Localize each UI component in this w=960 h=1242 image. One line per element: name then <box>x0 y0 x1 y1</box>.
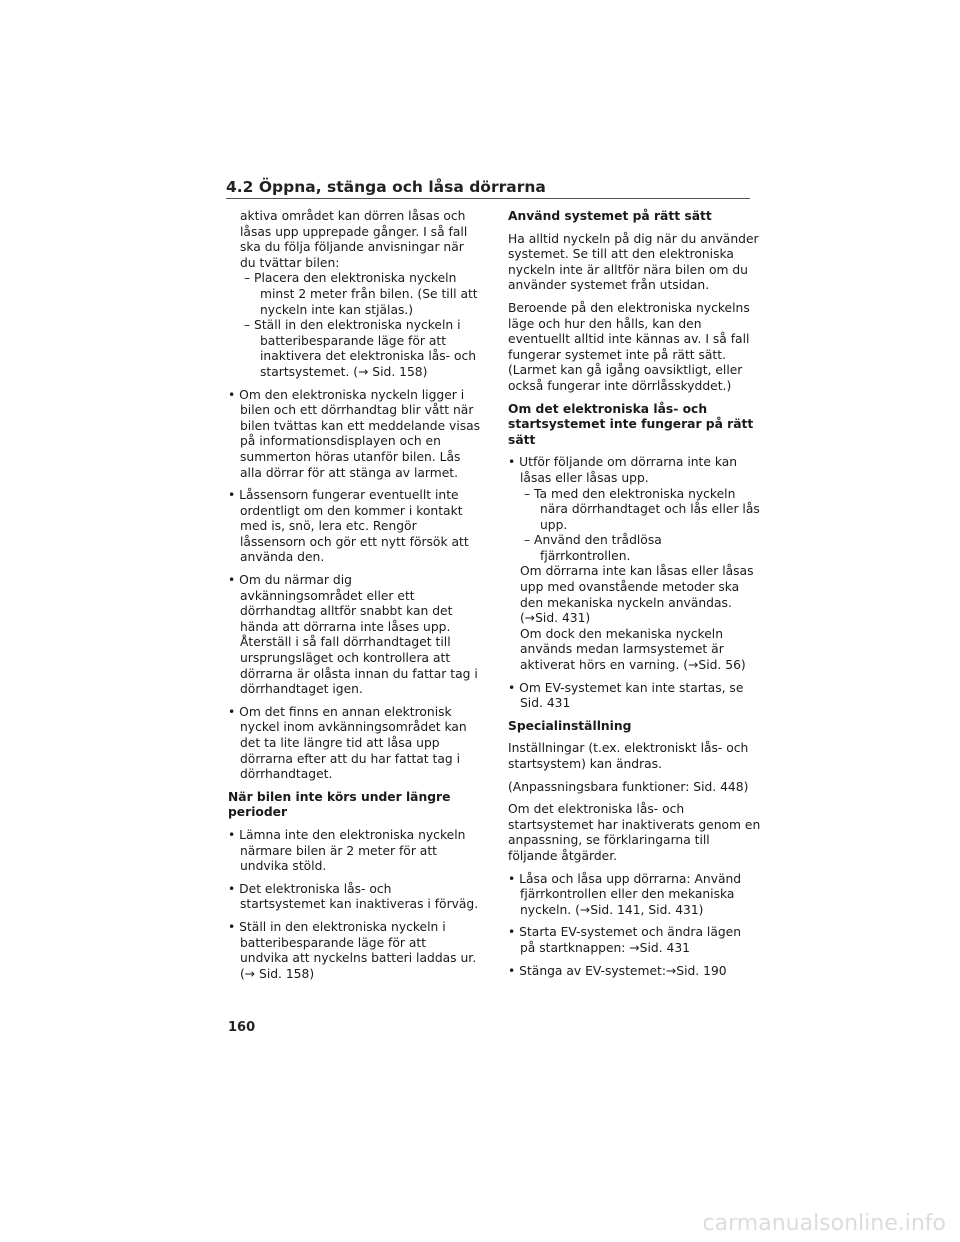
text-line: med is, snö, lera etc. Rengör <box>240 519 417 534</box>
section-heading <box>508 402 752 449</box>
text-line: hända att dörrarna inte låses upp. <box>240 619 451 634</box>
text-line: Använd systemet på rätt sätt <box>508 209 712 223</box>
text-line: följande åtgärder. <box>508 848 618 863</box>
text-line: (→Sid. 431) <box>520 611 591 626</box>
section-header <box>226 178 750 199</box>
text-line: • Om det finns en annan elektronisk <box>228 704 452 719</box>
text-line: närmare bilen är 2 meter för att <box>240 843 437 858</box>
text-line: perioder <box>228 805 288 820</box>
text-line: Beroende på den elektroniska nyckelns <box>508 300 750 315</box>
text-line: anpassning, se förklaringarna till <box>508 833 710 848</box>
paragraph <box>228 705 476 783</box>
text-line: • Ställ in den elektroniska nyckeln i <box>228 919 446 934</box>
paragraph <box>508 681 752 712</box>
text-line: ordentligt om den kommer i kontakt <box>240 503 463 518</box>
text-line: • Lämna inte den elektroniska nyckeln <box>228 827 466 842</box>
text-line: batteribesparande läge för att <box>260 333 447 348</box>
text-line: dörrhandtaget. <box>240 767 333 782</box>
text-line: • Starta EV-systemet och ändra lägen <box>508 925 742 940</box>
text-line: fjärrkontrollen. <box>540 548 631 563</box>
text-line: låsas upp upprepade gånger. I så fall <box>240 224 468 239</box>
text-line: upp. <box>540 517 568 532</box>
text-line: den mekaniska nyckeln användas. <box>520 595 732 610</box>
text-line: nyckel inom avkänningsområdet kan <box>240 720 467 735</box>
text-line: • Låsa och låsa upp dörrarna: Använd <box>508 871 742 886</box>
text-line: alla dörrar för att stänga av larmet. <box>240 465 459 480</box>
text-line: läge och hur den hålls, kan den <box>508 316 702 331</box>
paragraph <box>508 802 761 864</box>
text-line: undvika att nyckelns batteri laddas ur. <box>240 951 477 966</box>
text-line: dörrhandtaget igen. <box>240 682 363 697</box>
text-line: minst 2 meter från bilen. (Se till att <box>260 286 478 301</box>
text-line: startsystem) kan ändras. <box>508 757 662 771</box>
paragraph <box>508 455 760 673</box>
text-line: låssensorn och gör ett nytt försök att <box>240 534 469 549</box>
header-divider <box>226 198 750 199</box>
text-line: fungerar systemet inte på rätt sätt. <box>508 347 726 362</box>
paragraph <box>228 881 479 913</box>
paragraph <box>228 209 476 381</box>
text-line: Om dörrarna inte kan låsas eller låsas <box>520 564 754 579</box>
paragraph <box>228 573 476 698</box>
paragraph <box>228 488 476 566</box>
text-line: systemet. Se till att den elektroniska <box>508 247 734 262</box>
text-line: nära dörrhandtaget och lås eller lås <box>540 502 760 517</box>
section-heading <box>508 719 752 735</box>
text-line: startsystemet har inaktiverats genom en <box>508 817 761 832</box>
watermark-text: carmanualsonline.info <box>702 1211 946 1236</box>
text-line: Specialinställning <box>508 718 632 733</box>
paragraph <box>508 780 752 796</box>
text-line: – Använd den trådlösa <box>524 533 662 548</box>
text-line: aktiva området kan dörren låsas och <box>240 209 466 223</box>
text-line: bilen och ett dörrhandtag blir vått när <box>240 403 474 418</box>
text-line: • Stänga av EV-systemet:→Sid. 190 <box>508 963 727 978</box>
text-line: ursprungsläget och kontrollera att <box>240 651 451 666</box>
paragraph <box>508 231 759 294</box>
paragraph <box>228 920 476 982</box>
text-line: fjärrkontrollen eller den mekaniska <box>520 887 735 902</box>
paragraph <box>508 925 752 956</box>
text-line: • Om EV-systemet kan inte startas, se <box>508 680 744 695</box>
text-line: det ta lite längre tid att låsa upp <box>240 736 440 750</box>
text-line: också fungerar inte dörrlåsskyddet.) <box>508 378 732 393</box>
text-line: dörrarna efter att du har fattat tag i <box>240 751 461 766</box>
text-line: startsystemet. (→ Sid. 158) <box>260 364 428 379</box>
text-line: sätt <box>508 432 536 447</box>
text-line: nyckeln inte är alltför nära bilen om du <box>508 262 748 277</box>
text-line: Om det elektroniska lås- och <box>508 401 708 416</box>
text-line: (→ Sid. 158) <box>240 966 315 981</box>
text-line: – Ställ in den elektroniska nyckeln i <box>244 318 461 333</box>
text-line: upp med ovanstående metoder ska <box>520 580 740 595</box>
text-line: • Det elektroniska lås- och <box>228 881 392 896</box>
text-line: används medan larmsystemet är <box>520 642 724 657</box>
text-line: använda den. <box>240 550 325 565</box>
text-line: på informationsdisplayen och en <box>240 434 441 449</box>
text-line: Sid. 431 <box>520 696 571 711</box>
page-number: 160 <box>228 1020 256 1035</box>
text-line: • Låssensorn fungerar eventuellt inte <box>228 488 459 503</box>
text-line: – Ta med den elektroniska nyckeln <box>524 486 736 501</box>
text-line: – Placera den elektroniska nyckeln <box>244 271 457 286</box>
text-line: Ha alltid nyckeln på dig när du använder <box>508 231 759 246</box>
text-line: (Anpassningsbara funktioner: Sid. 448) <box>508 779 749 794</box>
paragraph <box>228 828 476 875</box>
text-line: summerton höras utanför bilen. Lås <box>240 449 461 464</box>
text-line: startsystemet inte fungerar på rätt <box>508 417 754 432</box>
text-line: inaktivera det elektroniska lås- och <box>260 349 477 364</box>
text-line: Inställningar (t.ex. elektroniskt lås- och <box>508 741 749 756</box>
right-column <box>508 209 761 986</box>
text-line: ska du följa följande anvisningar när <box>240 240 464 255</box>
text-line: • Utför följande om dörrarna inte kan <box>508 455 738 470</box>
text-line: på startknappen: →Sid. 431 <box>520 940 690 955</box>
paragraph <box>508 964 752 980</box>
text-line: dörrhandtag alltför snabbt kan det <box>240 604 453 619</box>
text-line: eventuellt alltid inte kännas av. I så fall <box>508 332 750 347</box>
left-column <box>228 209 481 989</box>
text-line: dörrarna är olåsta innan du fattar tag i <box>240 666 478 681</box>
text-line: startsystemet kan inaktiveras i förväg. <box>240 897 479 912</box>
text-line: använder systemet från utsidan. <box>508 278 710 293</box>
text-line: batteribesparande läge för att <box>240 935 427 950</box>
paragraph <box>508 301 752 395</box>
text-line: avkänningsområdet eller ett <box>240 588 415 603</box>
section-heading <box>508 209 752 225</box>
text-line: Återställ i så fall dörrhandtaget till <box>240 635 451 650</box>
text-line: låsas eller låsas upp. <box>520 470 649 485</box>
section-heading <box>228 790 476 821</box>
text-line: bilen tvättas kan ett meddelande visas <box>240 418 481 433</box>
text-line: Om det elektroniska lås- och <box>508 802 685 817</box>
text-line: Om dock den mekaniska nyckeln <box>520 626 724 641</box>
text-line: • Om den elektroniska nyckeln ligger i <box>228 387 465 402</box>
text-line: nyckeln inte kan stjälas.) <box>260 302 414 317</box>
text-line: • Om du närmar dig <box>228 573 352 588</box>
paragraph <box>508 741 752 772</box>
section-title: 4.2 Öppna, stänga och låsa dörrarna <box>226 178 546 196</box>
text-line: du tvättar bilen: <box>240 255 340 270</box>
text-line: (Larmet kan gå igång oavsiktligt, eller <box>508 363 743 378</box>
text-line: aktiverat hörs en varning. (→Sid. 56) <box>520 658 746 673</box>
text-line: När bilen inte körs under längre <box>228 789 451 804</box>
text-line: undvika stöld. <box>240 859 327 874</box>
paragraph <box>508 872 752 919</box>
paragraph <box>228 387 481 482</box>
text-line: nyckeln. (→Sid. 141, Sid. 431) <box>520 902 704 917</box>
